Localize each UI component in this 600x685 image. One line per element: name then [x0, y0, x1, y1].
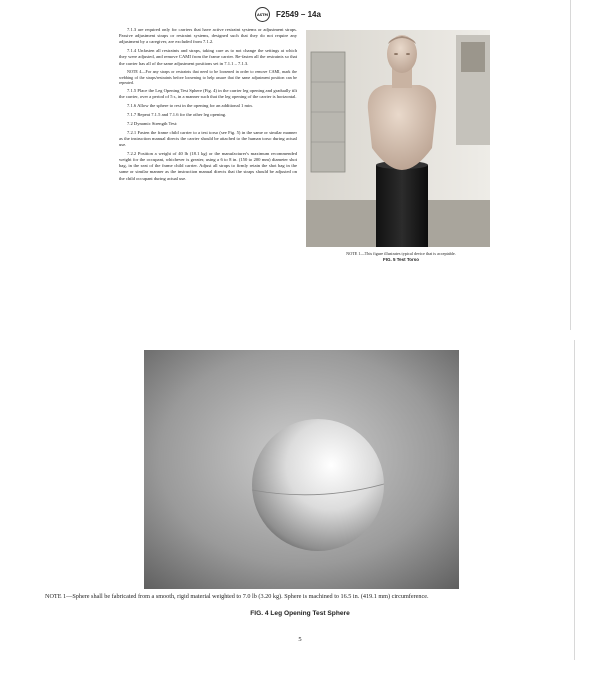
leg-opening-sphere-photo [144, 350, 459, 589]
section-paragraph: 7.1.4 Unfasten all restraints and straps, taking care as to not change the settings at which they were adjusted, and remove CAMI from the frame carrier. Re-fasten all the restraints so that the carrier has all of the same adjustment positions set in 7.1.1 – 7.1.3. [119, 48, 297, 66]
previous-page-region [0, 0, 600, 330]
section-paragraph: 7.2.2 Position a weight of 40 lb (18.1 kg) or the manufacturer's maximum recommended weight for the occupant, whichever is greater, using a 6 to 8 in. (150 to 200 mm) diameter shot bag, in the seat of the frame child carrier. Adjust all straps to firmly retain the shot bag in the same or similar manner as the instruction manual directs that the straps should be adjusted on the child occupant during actual use. [119, 150, 297, 181]
text-column [119, 27, 297, 184]
page-header [255, 7, 321, 22]
fig5-note: NOTE 1—This figure illustrates typical device that is acceptable. [346, 251, 456, 256]
test-sphere-image [144, 350, 459, 589]
section-paragraph: 7.1.3 are required only for carriers that have active restraint systems or adjustment straps. Passive adjustment straps or restraint systems, designed such that they do not require any adjustment by a caregiver, are excluded from 7.1.2. [119, 27, 297, 45]
section-paragraph: 7.1.7 Repeat 7.1.5 and 7.1.6 for the other leg opening. [127, 112, 227, 118]
section-paragraph: 7.1.6 Allow the sphere to rest in the opening for an additional 1 min. [127, 103, 253, 109]
section-paragraph: 7.2 Dynamic Strength Test: [127, 120, 178, 126]
fig4-caption: FIG. 4 Leg Opening Test Sphere [250, 610, 350, 617]
test-torso-photo [306, 30, 490, 247]
astm-logo-icon: ASTM [255, 7, 270, 22]
section-paragraph: 7.1.5 Place the Leg Opening Test Sphere (Fig. 4) in the carrier leg opening and gradually tilt the carrier, over a period of 5 s, in a manner such that the leg opening of the carrier is horizontal. [119, 88, 297, 100]
fig4-note: NOTE 1—Sphere shall be fabricated from a smooth, rigid material weighted to 7.0 lb (3.20 kg). Sphere is machined to 16.5 in. (419.1 mm) circumference. [45, 593, 429, 600]
page-border-right [570, 0, 571, 330]
document-id: F2549 – 14a [276, 10, 321, 19]
page-number: 5 [298, 636, 302, 643]
fig5-caption: FIG. 5 Test Torso [382, 257, 420, 262]
test-torso-image [306, 30, 490, 247]
note-paragraph: NOTE 4—For any straps or restraints that need to be loosened in order to remove CAMI, mark the webbing of the straps/restraints before loosening to help assure that the same adjustment position can be repeated. [119, 69, 297, 86]
section-paragraph: 7.2.1 Fasten the frame child carrier to a test torso (see Fig. 5) in the same or similar manner as the instruction manual directs the carrier should be attached to the human torso during actual use. [119, 129, 297, 148]
